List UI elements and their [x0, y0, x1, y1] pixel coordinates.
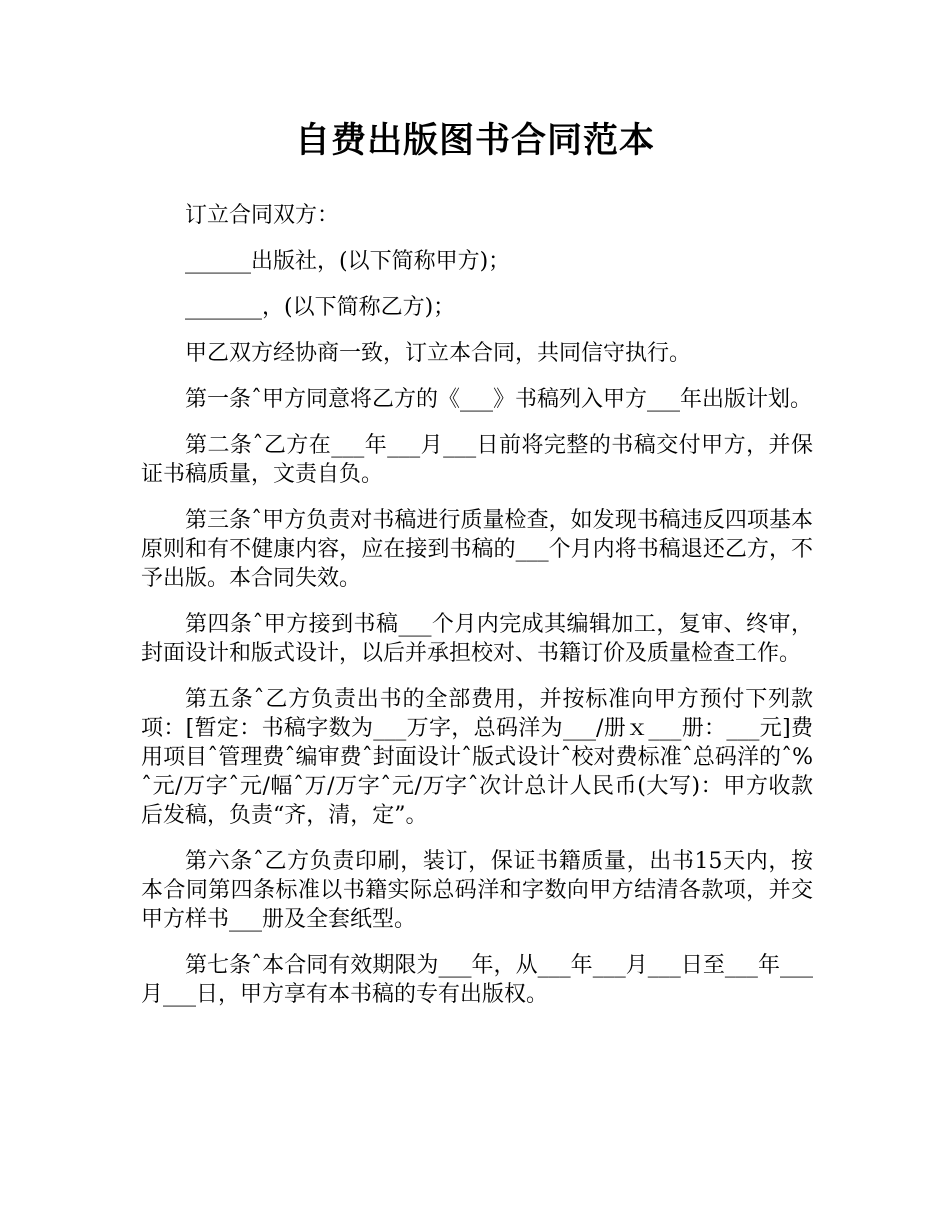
document-body: [141, 201, 813, 1026]
clause-3: 第三条ˆ甲方负责对书稿进行质量检查，如发现书稿违反四项基本原则和有不健康内容，应在接到书稿的___个月内将书稿退还乙方，不予出版。本合同失效。: [141, 508, 813, 591]
clause-6: 第六条ˆ乙方负责印刷，装订，保证书籍质量，出书15天内，按本合同第四条标准以书籍实际总码洋和字数向甲方结清各款项，并交甲方样书___册及全套纸型。: [141, 849, 813, 932]
clause-7: 第七条ˆ本合同有效期限为___年，从___年___月___日至___年___月___日，甲方享有本书稿的专有出版权。: [141, 953, 813, 1007]
clause-5: 第五条ˆ乙方负责出书的全部费用，并按标准向甲方预付下列款项：[暂定：书稿字数为___万字，总码洋为___/册ｘ___册：___元]费用项目ˆ管理费ˆ编审费ˆ封面设计ˆ版式设计ˆ校对费标准ˆ总码洋的ˆ%ˆ元/万字ˆ元/幅ˆ万/万字ˆ元/万字ˆ次计总计人民币(大写)：甲方收款后发稿，负责“齐，清，定”。: [141, 687, 813, 828]
clause-2: 第二条ˆ乙方在___年___月___日前将完整的书稿交付甲方，并保证书稿质量，文责自负。: [141, 433, 813, 487]
paragraph-parties-intro: 订立合同双方：: [185, 203, 340, 228]
paragraph-party-b: _______，(以下简称乙方)；: [185, 295, 456, 320]
paragraph-agreement: 甲乙双方经协商一致，订立本合同，共同信守执行。: [185, 341, 692, 366]
document-title: 自费出版图书合同范本: [294, 121, 655, 161]
paragraph-party-a: ______出版社，(以下简称甲方)；: [185, 249, 511, 274]
clause-4: 第四条ˆ甲方接到书稿___个月内完成其编辑加工，复审、终审，封面设计和版式设计，以后并承担校对、书籍订价及质量检查工作。: [141, 612, 813, 666]
clause-1: 第一条ˆ甲方同意将乙方的《___》书稿列入甲方___年出版计划。: [185, 387, 813, 412]
